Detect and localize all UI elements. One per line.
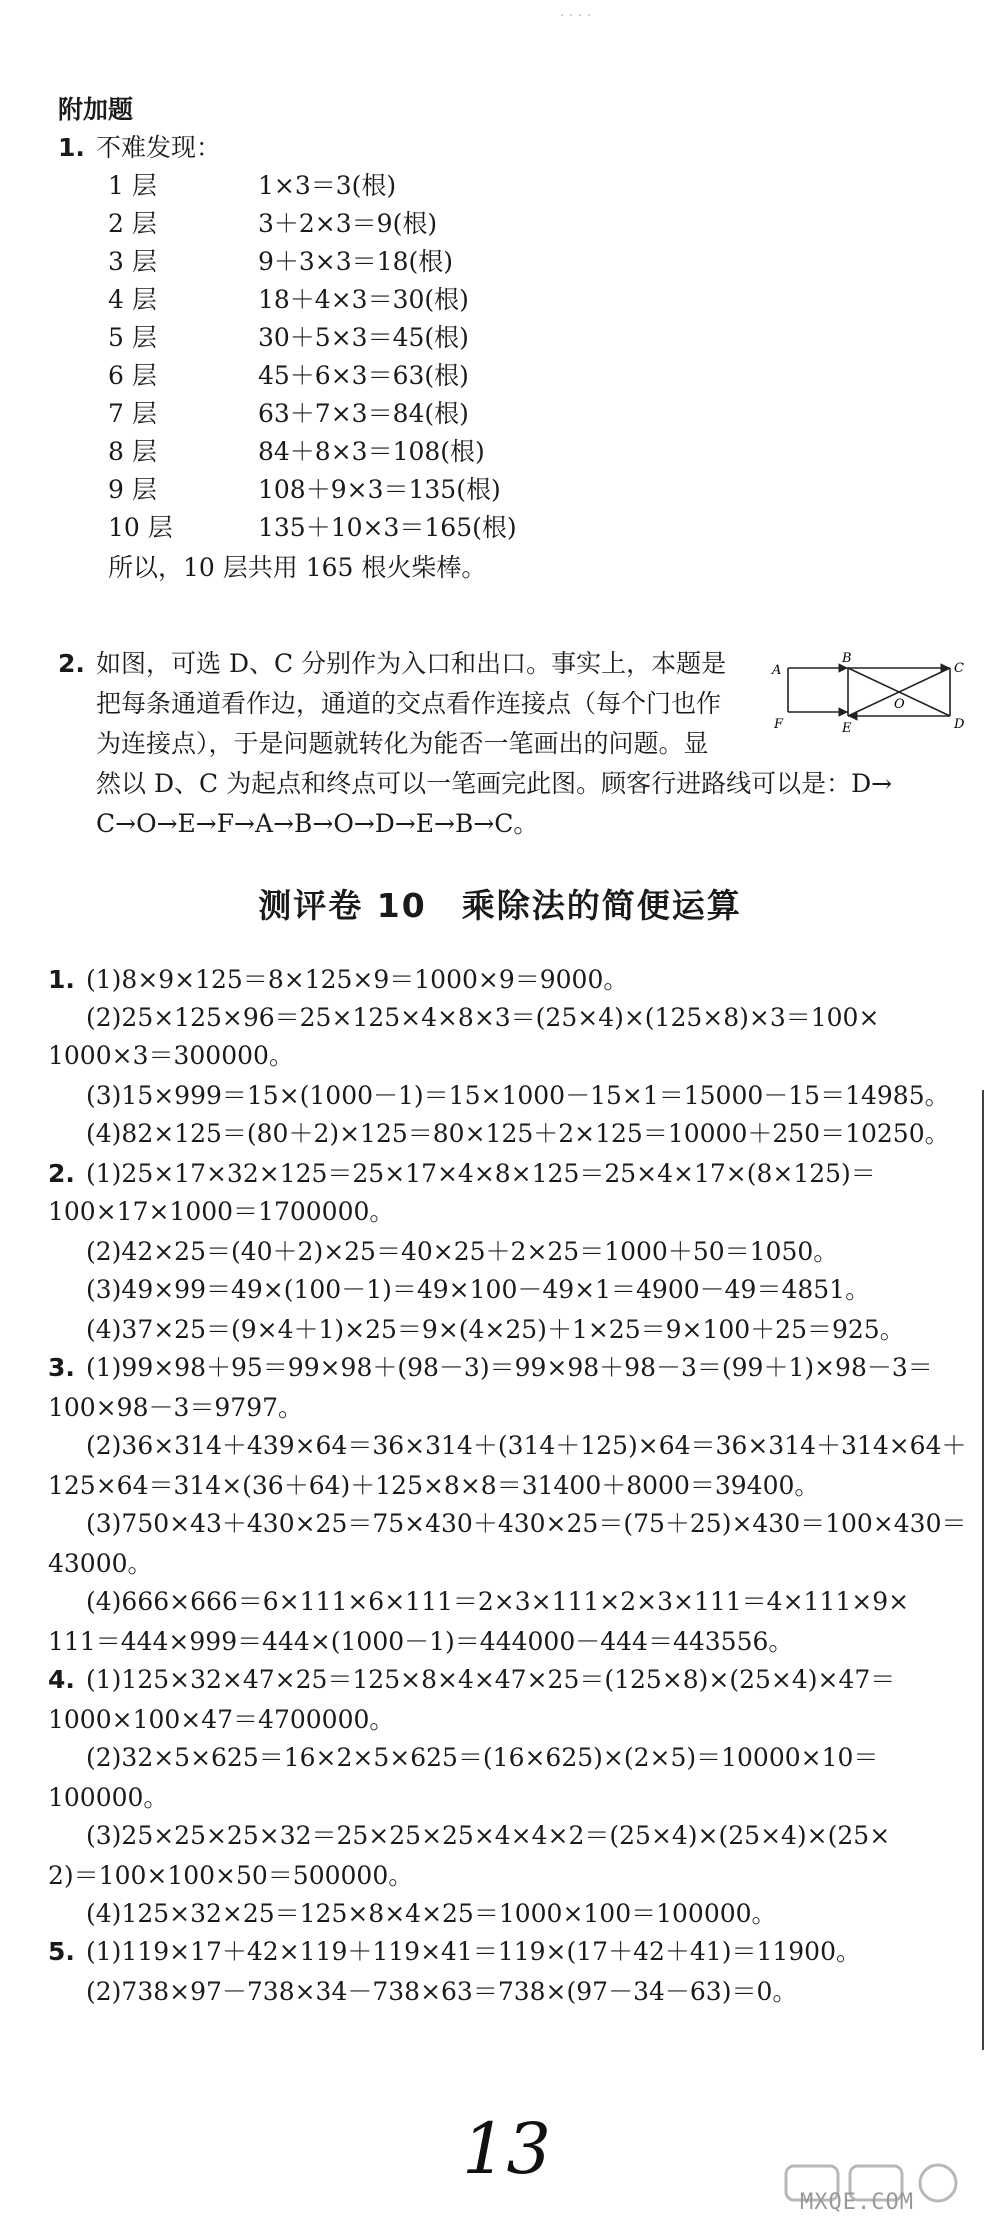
answer-line: (4)82×125＝(80＋2)×125＝80×125＋2×125＝10000＋250＝10250。 [86, 1119, 950, 1148]
question-number: 2. [58, 649, 85, 678]
layer-label: 8 层 [108, 437, 157, 466]
q2-line: 如图，可选 D、C 分别作为入口和出口。事实上，本题是 [96, 649, 727, 678]
answer-line: 100×98－3＝9797。 [48, 1393, 304, 1422]
answer-line: 2)＝100×100×50＝500000。 [48, 1861, 414, 1890]
answer-line: 111＝444×999＝444×(1000－1)＝444000－444＝443556。 [48, 1627, 794, 1656]
layer-label: 4 层 [108, 285, 157, 314]
layer-label: 9 层 [108, 475, 157, 504]
answer-line: (1)8×9×125＝8×125×9＝1000×9＝9000。 [86, 965, 629, 994]
answer-line: (3)49×99＝49×(100－1)＝49×100－49×1＝4900－49＝4851。 [86, 1275, 871, 1304]
answer-line: (4)125×32×25＝125×8×4×25＝1000×100＝100000。 [86, 1899, 777, 1928]
answer-line: 1000×100×47＝4700000。 [48, 1705, 395, 1734]
watermark-text: MXQE.COM [800, 2190, 914, 2215]
answer-line: (3)25×25×25×32＝25×25×25×4×4×2＝(25×4)×(25×4)×(25× [86, 1821, 891, 1850]
diagram-label-f: F [774, 717, 784, 732]
layer-formula: 108＋9×3＝135(根) [258, 475, 501, 504]
answer-line: (2)738×97－738×34－738×63＝738×(97－34－63)＝0。 [86, 1977, 798, 2006]
answer-line: (3)15×999＝15×(1000－1)＝15×1000－15×1＝15000－15＝14985。 [86, 1081, 950, 1110]
answer-line: 125×64＝314×(36＋64)＋125×8×8＝31400＋8000＝39400。 [48, 1471, 820, 1500]
q2-line: 为连接点），于是问题就转化为能否一笔画出的问题。显 [96, 729, 709, 758]
answer-line: (2)32×5×625＝16×2×5×625＝(16×625)×(2×5)＝10000×10＝ [86, 1743, 879, 1772]
q2-line: 然以 D、C 为起点和终点可以一笔画完此图。顾客行进路线可以是：D→ [96, 769, 893, 798]
answer-line: 100000。 [48, 1783, 169, 1812]
diagram-label-e: E [842, 721, 852, 736]
diagram-label-c: C [954, 661, 964, 676]
question-number: 5. [48, 1937, 75, 1966]
layer-formula: 45＋6×3＝63(根) [258, 361, 469, 390]
answer-line: 1000×3＝300000。 [48, 1041, 294, 1070]
appendix-heading: 附加题 [58, 95, 134, 124]
layer-label: 7 层 [108, 399, 157, 428]
q1-conclusion: 所以，10 层共用 165 根火柴棒。 [108, 553, 487, 582]
q2-line: 把每条通道看作边，通道的交点看作连接点（每个门也作 [96, 689, 722, 718]
answer-line: (1)119×17＋42×119＋119×41＝119×(17＋42＋41)＝11900。 [86, 1937, 861, 1966]
answer-line: (4)666×666＝6×111×6×111＝2×3×111×2×3×111＝4×111×9× [86, 1587, 910, 1616]
question-number: 2. [48, 1159, 75, 1188]
layer-formula: 63＋7×3＝84(根) [258, 399, 469, 428]
page-number: 13 [462, 2108, 552, 2190]
layer-formula: 30＋5×3＝45(根) [258, 323, 469, 352]
layer-formula: 3＋2×3＝9(根) [258, 209, 438, 238]
watermark-glyph [920, 2165, 956, 2201]
layer-formula: 84＋8×3＝108(根) [258, 437, 485, 466]
layer-label: 6 层 [108, 361, 157, 390]
question-number: 1. [58, 133, 85, 162]
layer-formula: 135＋10×3＝165(根) [258, 513, 517, 542]
question-number: 1. [48, 965, 75, 994]
answer-line: 43000。 [48, 1549, 153, 1578]
layer-formula: 9＋3×3＝18(根) [258, 247, 453, 276]
layer-label: 3 层 [108, 247, 157, 276]
question-number: 4. [48, 1665, 75, 1694]
answer-line: (2)36×314＋439×64＝36×314＋(314＋125)×64＝36×314＋314×64＋ [86, 1431, 967, 1460]
answer-line: (2)25×125×96＝25×125×4×8×3＝(25×4)×(125×8)×3＝100× [86, 1003, 880, 1032]
section-title: 测评卷 10 乘除法的简便运算 [258, 886, 742, 925]
question-number: 3. [48, 1353, 75, 1382]
diagram-label-b: B [842, 651, 852, 666]
layer-label: 1 层 [108, 171, 157, 200]
answer-line: 100×17×1000＝1700000。 [48, 1197, 395, 1226]
page-edge-rule [982, 1090, 984, 2050]
layer-formula: 1×3＝3(根) [258, 171, 397, 200]
layer-formula: 18＋4×3＝30(根) [258, 285, 469, 314]
diagram-label-a: A [772, 663, 782, 678]
scan-mark: · · · · [560, 8, 592, 24]
q1-intro: 不难发现： [96, 133, 222, 162]
diagram-label-d: D [954, 717, 965, 732]
answer-line: (3)750×43＋430×25＝75×430＋430×25＝(75＋25)×430＝100×430＝ [86, 1509, 967, 1538]
diagram-label-o: O [894, 697, 905, 712]
layer-label: 2 层 [108, 209, 157, 238]
answer-line: (1)25×17×32×125＝25×17×4×8×125＝25×4×17×(8×125)＝ [86, 1159, 876, 1188]
floor-plan-diagram [770, 648, 970, 738]
answer-line: (2)42×25＝(40＋2)×25＝40×25＋2×25＝1000＋50＝1050。 [86, 1237, 839, 1266]
answer-line: (1)125×32×47×25＝125×8×4×47×25＝(125×8)×(25×4)×47＝ [86, 1665, 896, 1694]
layer-label: 5 层 [108, 323, 157, 352]
answer-line: (1)99×98＋95＝99×98＋(98－3)＝99×98＋98－3＝(99＋1)×98－3＝ [86, 1353, 933, 1382]
diagram-edges [788, 668, 950, 716]
q2-line: C→O→E→F→A→B→O→D→E→B→C。 [96, 809, 539, 838]
answer-line: (4)37×25＝(9×4＋1)×25＝9×(4×25)＋1×25＝9×100＋25＝925。 [86, 1315, 905, 1344]
layer-label: 10 层 [108, 513, 173, 542]
